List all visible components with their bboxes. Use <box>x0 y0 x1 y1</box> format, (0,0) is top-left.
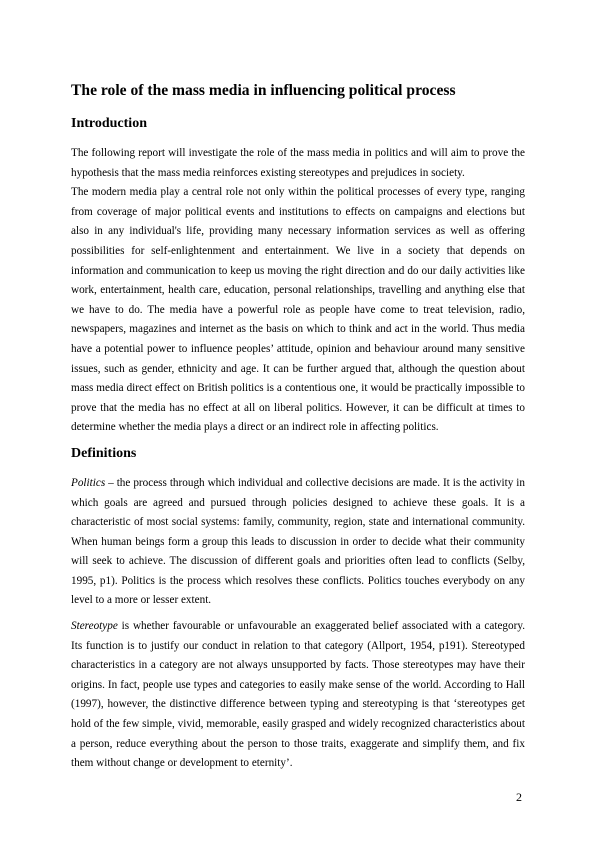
document-page <box>71 80 525 774</box>
definitions-heading: Definitions <box>71 445 137 461</box>
definition-politics-text: – the process through which individual and collective decisions are made. It is the activity in which goals are agreed and pursued through policies designed to achieve these goals. It is a characteristic of most social systems: family, community, region, state and international community. When human beings form a group this leads to discussion in order to decide what their community will seek to achieve. The discussion of different goals and priorities often lead to conflicts (Selby, 1995, p1). Politics is the process which resolves these conflicts. Politics touches everybody on any level to a more or lesser extent. <box>71 476 525 607</box>
definition-stereotype-text: is whether favourable or unfavourable an exaggerated belief associated with a category. Its function is to justify our conduct in relation to that category (Allport, 1954, p191). Stereotyped characteristics in a category are not always unsupported by facts. Those stereotypes may have their origins. In fact, people use types and categories to easily make sense of the world. According to Hall (1997), however, the distinctive difference between typing and stereotyping is that ‘stereotypes get hold of the few simple, vivid, memorable, easily grasped and widely recognized characteristics about a person, reduce everything about the person to those traits, exaggerate and simplify them, and fix them without change or development to eternity’. <box>71 620 525 770</box>
definition-stereotype-term: Stereotype <box>71 620 118 633</box>
document-title: The role of the mass media in influencing political process <box>71 82 456 99</box>
definition-stereotype <box>71 617 525 774</box>
definition-politics <box>71 474 525 611</box>
introduction-paragraph-1: The following report will investigate the role of the mass media in politics and will aim to prove the hypothesis that the mass media reinforces existing stereotypes and prejudices in society. <box>71 147 525 179</box>
introduction-heading: Introduction <box>71 116 147 131</box>
page-number: 2 <box>516 790 522 804</box>
definition-politics-term: Politics <box>71 476 106 489</box>
introduction-paragraph-2: The modern media play a central role not only within the political processes of every type, ranging from coverage of major political events and institutions to effects on campaigns and elections but also in any individual's life, providing many necessary information services as well as offering possibilities for self-enlightenment and entertainment. We live in a society that depends on information and communication to keep us moving the right direction and do our daily activities like work, entertainment, health care, education, personal relationships, travelling and anything else that we have to do. The media have a powerful role as people have come to treat television, radio, newspapers, magazines and internet as the basis on which to think and act in the world. Thus media have a potential power to influence peoples’ attitude, opinion and behaviour around many sensitive issues, such as gender, ethnicity and age. It can be further argued that, although the question about mass media direct effect on British politics is a contentious one, it would be practically impossible to prove that the media has no effect at all on liberal politics. However, it can be difficult at times to determine whether the media plays a direct or an indirect role in affecting politics. <box>71 186 525 434</box>
